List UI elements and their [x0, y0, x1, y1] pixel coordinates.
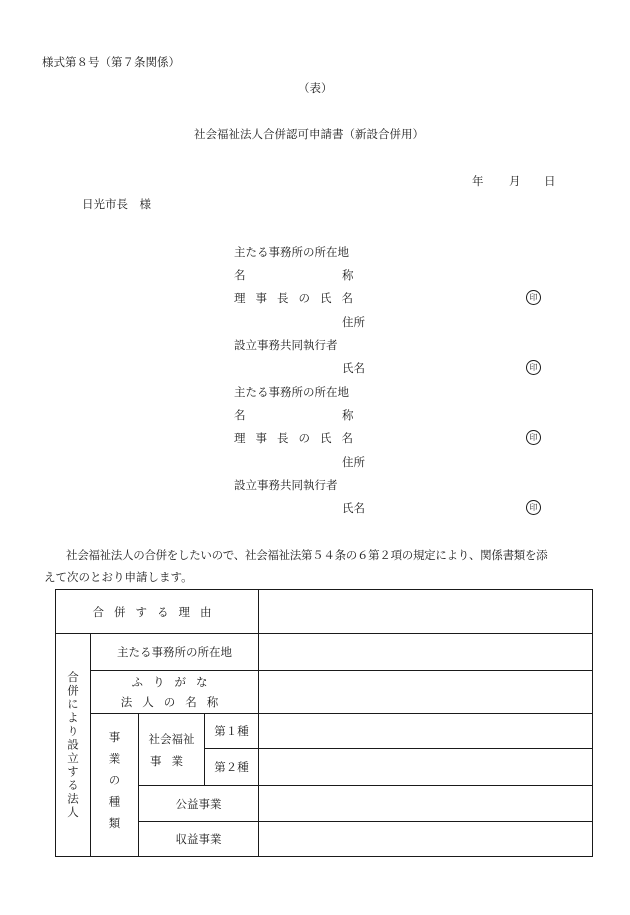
office-location-label: 主たる事務所の所在地	[234, 245, 349, 259]
business-type-label-cell	[91, 714, 138, 856]
body-text-line: えて次のとおり申請します。	[44, 570, 193, 584]
office-location-label: 主たる事務所の所在地	[234, 385, 349, 399]
public-interest-field[interactable]	[259, 786, 592, 821]
application-table	[55, 589, 593, 857]
merger-reason-label: 合併する理由	[92, 604, 222, 619]
name-label-part: 名	[234, 268, 246, 282]
type1-field[interactable]	[259, 714, 592, 748]
person-name-label: 氏名	[342, 501, 365, 515]
joint-executor-label: 設立事務共同執行者	[234, 478, 338, 492]
corp-name-field[interactable]	[259, 671, 592, 713]
address-label: 住所	[342, 315, 365, 329]
seal-icon: 印	[526, 430, 541, 445]
side-label: （表）	[298, 81, 333, 95]
social-welfare-label: 社会福祉	[148, 731, 195, 746]
form-number: 様式第８号（第７条関係）	[42, 55, 180, 69]
joint-executor-label: 設立事務共同執行者	[234, 338, 338, 352]
date-year: 年	[472, 174, 484, 188]
type2-field[interactable]	[259, 749, 592, 785]
profit-business-label: 収益事業	[175, 832, 222, 846]
new-corp-label-cell	[56, 634, 90, 856]
merger-reason-field[interactable]	[259, 590, 592, 633]
address-label: 住所	[342, 455, 365, 469]
type1-label: 第１種	[214, 724, 249, 738]
seal-icon: 印	[526, 290, 541, 305]
date-month: 月	[509, 174, 521, 188]
social-welfare-label: 事業	[150, 753, 193, 768]
business-type-label: 事業の種類	[107, 731, 122, 839]
name-label-part: 名	[234, 408, 246, 422]
chair-name-label: 理事長の氏名	[234, 431, 363, 445]
date-day: 日	[544, 174, 556, 188]
corp-name-label-cell	[91, 671, 258, 713]
name-label-part: 称	[342, 408, 354, 422]
office-location-label: 主たる事務所の所在地	[117, 645, 232, 659]
office-location-field[interactable]	[259, 634, 592, 670]
new-corp-label: 合併により設立する法人	[66, 670, 80, 820]
chair-name-label: 理事長の氏名	[234, 291, 363, 305]
page-title: 社会福祉法人合併認可申請書（新設合併用）	[194, 127, 424, 141]
public-interest-label: 公益事業	[175, 796, 222, 811]
seal-icon: 印	[526, 360, 541, 375]
body-text-line: 社会福祉法人の合併をしたいので、社会福祉法第５４条の６第２項の規定により、関係書類を添	[66, 548, 548, 562]
profit-business-field[interactable]	[259, 822, 592, 856]
corp-name-label: 法人の名称	[120, 695, 229, 709]
name-label-part: 称	[342, 268, 354, 282]
addressee: 日光市長 様	[82, 197, 151, 211]
furigana-label: ふりがな	[131, 675, 218, 689]
person-name-label: 氏名	[342, 361, 365, 375]
social-welfare-label-cell	[139, 714, 204, 785]
seal-icon: 印	[526, 500, 541, 515]
type2-label: 第２種	[214, 760, 249, 774]
